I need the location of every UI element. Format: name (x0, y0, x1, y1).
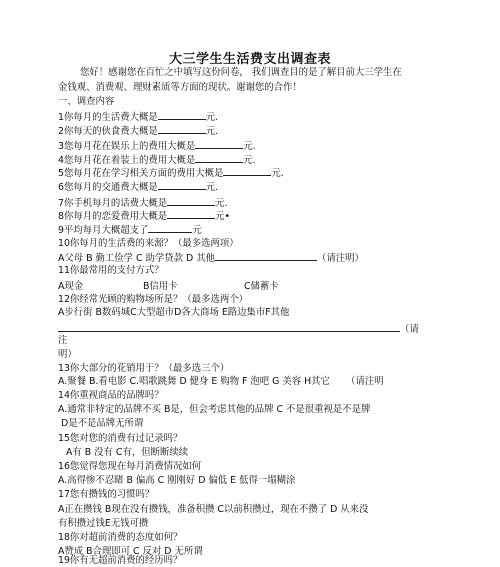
question-9: 9平均每月大概超支了 元 (58, 225, 202, 236)
answer-blank-7[interactable] (167, 196, 215, 206)
answer-blank-3[interactable] (195, 139, 243, 149)
question-11: 11你最常用的支付方式？ (58, 265, 164, 276)
question-15-options: A有 B 没有 C有，但断断续续 (66, 447, 189, 458)
question-3: 3您每月花在娱乐上的费用大概是 元. (58, 141, 256, 152)
question-5: 5您每月花在学习相关方面的费用大概是 元. (58, 168, 284, 179)
question-19: 19你有无超前消费的经历吗？ (58, 555, 183, 566)
answer-blank-2[interactable] (158, 124, 206, 134)
question-17-options-1: A正在攒钱 B现在没有攒钱，准备积攒 C以前积攒过，现在不攒了 D 从来没 (58, 504, 369, 515)
question-17-options-2: 有积攒过钱E无钱可攒 (58, 518, 149, 529)
question-16: 16您觉得您现在每月消费情况如何 (58, 461, 202, 472)
question-17: 17您有攒钱的习惯吗？ (58, 489, 155, 500)
question-8: 8你每月的恋爱费用大概是 元• (58, 211, 230, 222)
question-15: 15您对您的消费有过记录吗？ (58, 433, 183, 444)
answer-blank-4[interactable] (195, 153, 243, 163)
intro-line-1: 您好！感谢您在百忙之中填写这份问卷， 我们调查目的是了解目前大三学生在 (80, 67, 402, 78)
page-title: 大三学生生活费支出调查表 (168, 52, 331, 67)
question-1: 1你每月的生活费大概是 元. (58, 112, 219, 123)
answer-blank-5[interactable] (223, 166, 271, 176)
question-13: 13你大部分的花销用于？（最多选三个） (58, 363, 230, 374)
question-10: 10你每月的生活费的来源？（最多选两项） (58, 238, 239, 249)
question-12-specify-cont-1: 注 (58, 335, 68, 346)
question-11-option-b: B信用卡 (143, 281, 178, 292)
question-12-specify: （请 (58, 322, 419, 336)
answer-blank-1[interactable] (158, 110, 206, 120)
question-18-options: A赞成 B合理即可 C 反对 D 无所谓 (58, 546, 203, 557)
question-6: 6您每月的交通费大概是 元. (58, 182, 219, 193)
question-12: 12你经常光顾的购物场所是？（最多选两个） (58, 294, 249, 305)
answer-blank-10[interactable] (215, 251, 317, 261)
question-18: 18你对超前消费的态度如何？ (58, 532, 183, 543)
question-12-options: A步行街 B数码城C大型超市D各大商场 E路边集市F其他 (58, 307, 290, 318)
intro-line-2: 金钱观、消费观、理财素质等方面的现状。谢谢您的合作！ (58, 82, 302, 93)
answer-blank-6[interactable] (158, 180, 206, 190)
question-11-option-c: C储蓄卡 (244, 281, 279, 292)
question-10-options: A父母 B 勤工俭学 C 助学贷款 D 其他 （请注明） (58, 253, 364, 264)
question-14-options-2: D是不是品牌无所谓 (61, 418, 144, 429)
question-14: 14你重视商品的品牌吗？ (58, 390, 164, 401)
question-7: 7你手机每月的话费大概是 元. (58, 198, 228, 209)
answer-blank-12[interactable] (58, 322, 400, 332)
question-2: 2你每天的伙食费大概是 元. (58, 126, 219, 137)
answer-blank-8[interactable] (167, 209, 215, 219)
question-12-specify-cont-2: 明） (58, 349, 77, 360)
question-4: 4您每月花在着装上的费用大概是 元. (58, 155, 256, 166)
answer-blank-9[interactable] (148, 223, 192, 233)
section-heading: 一、调查内容 (58, 96, 115, 107)
question-11-option-a: A现金 (58, 281, 84, 292)
question-13-options: A.聚餐 B.看电影 C.唱歌跳舞 D 健身 E 购物 F 泡吧 G 美容 H其它 （请注明 (58, 376, 384, 387)
question-16-options: A.高得惨不忍睹 B 偏高 C 刚刚好 D 偏低 E 低得一塌糊涂 (58, 475, 296, 486)
question-14-options-1: A.通常非特定的品牌不买 B是，但会考虑其他的品牌 C 不是很重视是不是牌 (58, 404, 371, 415)
